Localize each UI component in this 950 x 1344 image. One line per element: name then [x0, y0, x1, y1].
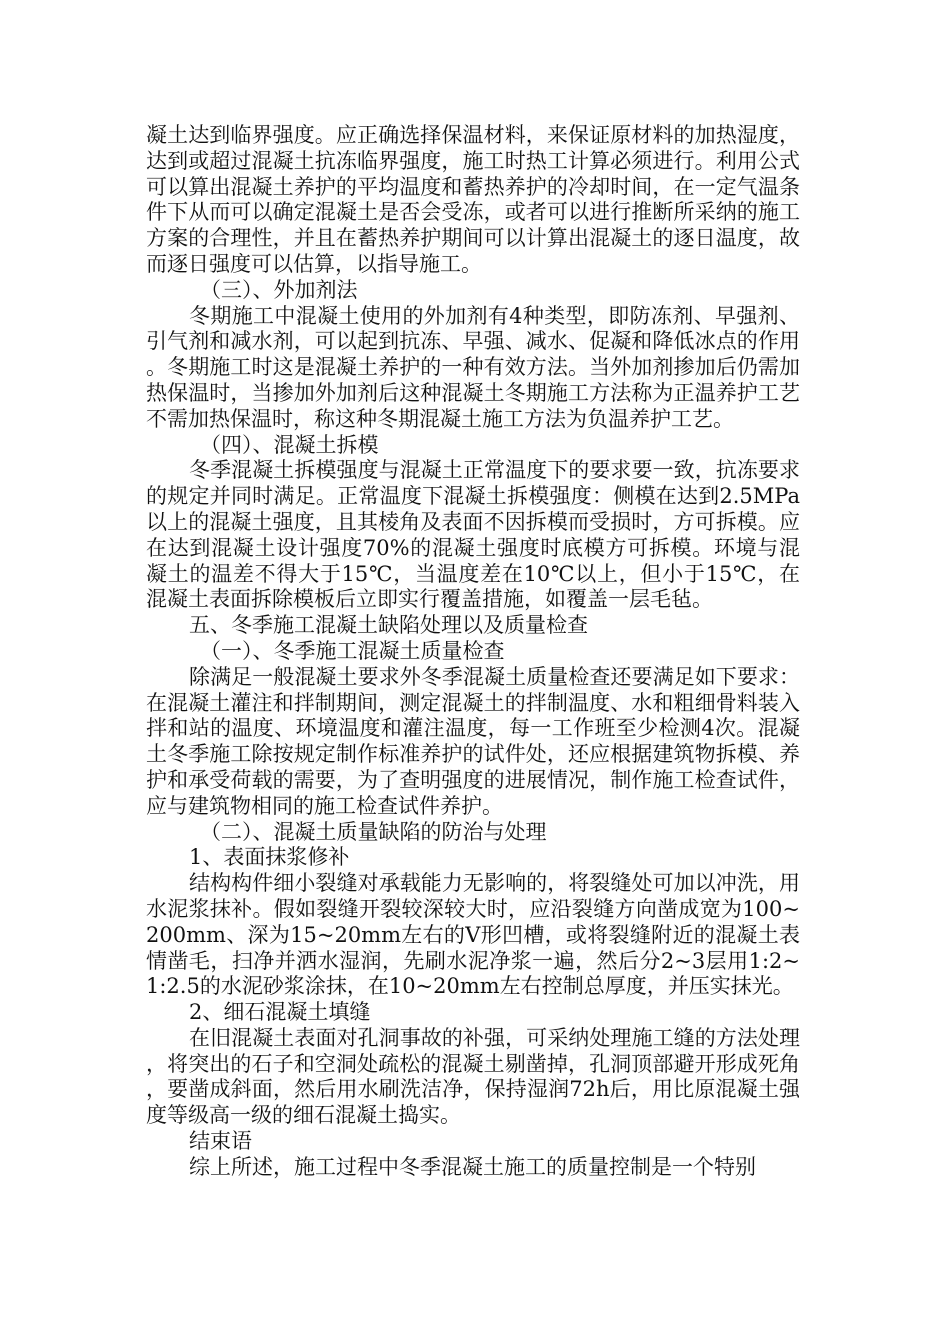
subsection-heading-fine-aggregate-filling: 2、细石混凝土填缝 — [189, 1000, 371, 1025]
paragraph-surface-plastering: 结构构件细小裂缝对承载能力无影响的，将裂缝处可加以冲洗，用水泥浆抹补。假如裂缝开裂较深较大时，应沿裂缝方向凿成宽为100~200mm、深为15~20mm左右的V形凹槽，或将裂缝附近的混凝土表情凿毛，扫净并洒水湿润，先刷水泥净浆一遍，然后分2~3层用1:2~1:2.5的水泥砂浆涂抹，在10~20mm左右控制总厚度，并压实抹光。 — [146, 871, 800, 999]
section-heading-conclusion: 结束语 — [189, 1129, 252, 1154]
paragraph-admixture-method: 冬期施工中混凝土使用的外加剂有4种类型，即防冻剂、早强剂、引气剂和减水剂，可以起到抗冻、早强、减水、促凝和降低冰点的作用。冬期施工时这是混凝土养护的一种有效方法。当外加剂掺加后仍需加热保温时，当掺加外加剂后这种混凝土冬期施工方法称为正温养护工艺不需加热保温时，称这种冬期混凝土施工方法为负温养护工艺。 — [146, 303, 800, 431]
section-heading-admixture-method: （三）、外加剂法 — [200, 277, 358, 302]
paragraph-insulation-method-continued: 凝土达到临界强度。应正确选择保温材料，来保证原材料的加热湿度，达到或超过混凝土抗冻临界强度，施工时热工计算必须进行。利用公式可以算出混凝土养护的平均温度和蓄热养护的冷却时间，在一定气温条件下从而可以确定混凝土是否会受冻，或者可以进行推断所采纳的施工方案的合理性，并且在蓄热养护期间可以计算出混凝土的逐日温度，故而逐日强度可以估算，以指导施工。 — [146, 123, 800, 276]
paragraph-formwork-removal: 冬季混凝土拆模强度与混凝土正常温度下的要求要一致，抗冻要求的规定并同时满足。正常温度下混凝土拆模强度：侧模在达到2.5MPa以上的混凝土强度，且其棱角及表面不因拆模而受损时，方可拆模。应在达到混凝土设计强度70%的混凝土强度时底模方可拆模。环境与混凝土的温差不得大于15℃，当温度差在10℃以上，但小于15℃，在混凝土表面拆除模板后立即实行覆盖措施，如覆盖一层毛毡。 — [146, 458, 800, 612]
paragraph-fine-aggregate-filling: 在旧混凝土表面对孔洞事故的补强，可采纳处理施工缝的方法处理，将突出的石子和空洞处疏松的混凝土剔凿掉，孔洞顶部避开形成死角，要凿成斜面，然后用水刷洗洁净，保持湿润72h后，用比原混凝土强度等级高一级的细石混凝土捣实。 — [146, 1025, 800, 1128]
chapter-heading-defects-and-quality: 五、冬季施工混凝土缺陷处理以及质量检查 — [189, 613, 588, 638]
paragraph-conclusion: 综上所述，施工过程中冬季混凝土施工的质量控制是一个特别 — [189, 1154, 756, 1179]
section-heading-quality-inspection: （一）、冬季施工混凝土质量检查 — [200, 638, 505, 663]
paragraph-quality-inspection: 除满足一般混凝土要求外冬季混凝土质量检查还要满足如下要求：在混凝土灌注和拌制期间，测定混凝土的拌制温度、水和粗细骨料装入拌和站的温度、环境温度和灌注温度，每一工作班至少检测4次。混凝土冬季施工除按规定制作标准养护的试件处，还应根据建筑物拆模、养护和承受荷载的需要，为了查明强度的进展情况，制作施工检查试件，应与建筑物相同的施工检查试件养护。 — [146, 664, 800, 818]
section-heading-formwork-removal: （四）、混凝土拆模 — [200, 432, 379, 457]
section-heading-defect-treatment: （二）、混凝土质量缺陷的防治与处理 — [200, 819, 547, 844]
document-page — [146, 123, 800, 1181]
subsection-heading-surface-plastering: 1、表面抹浆修补 — [189, 845, 350, 870]
